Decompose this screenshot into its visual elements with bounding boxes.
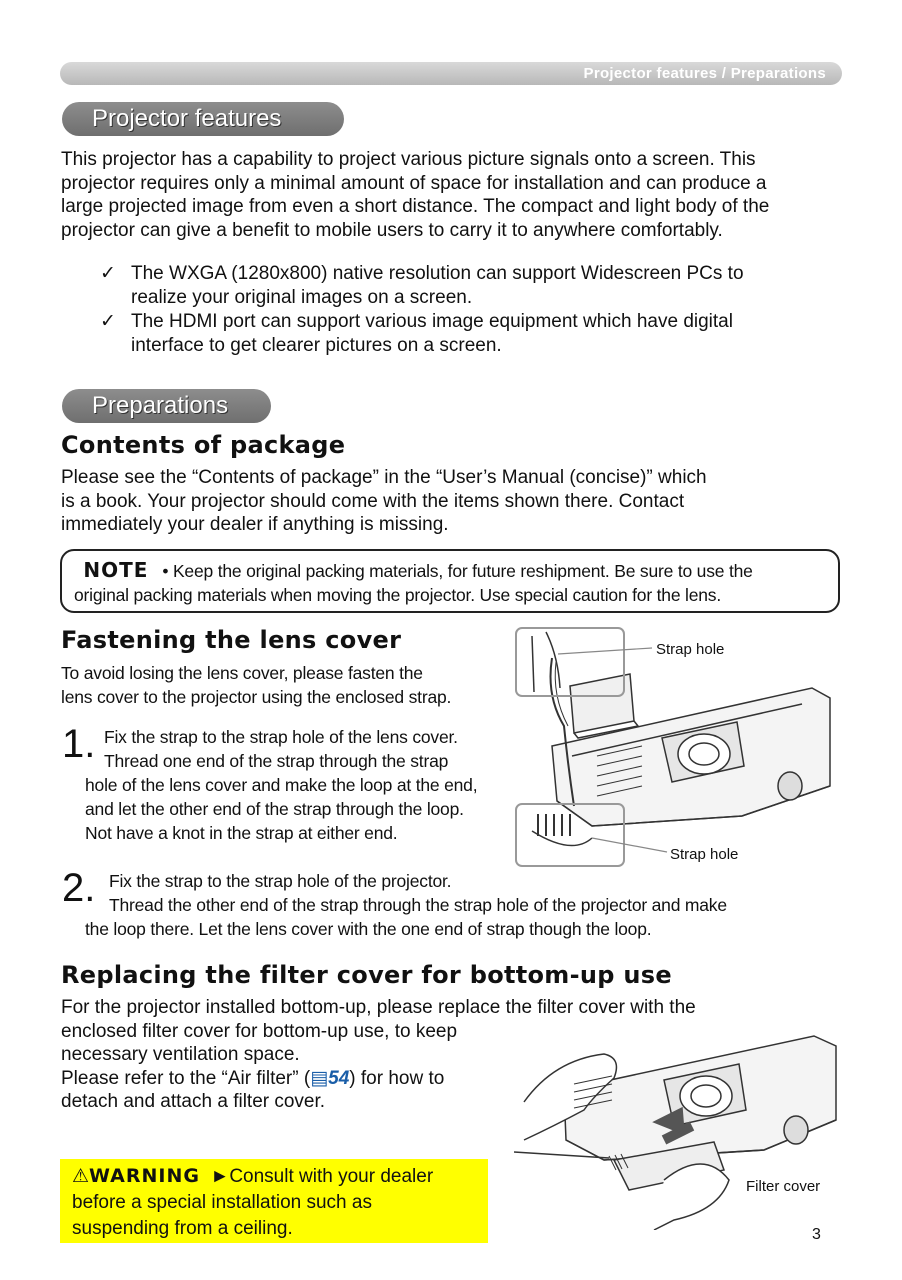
bullet-line: The HDMI port can support various image equipment which have digital	[131, 311, 733, 332]
contents-line: immediately your dealer if anything is missing.	[61, 514, 449, 535]
filter-line: For the projector installed bottom-up, please replace the filter cover with the	[61, 997, 696, 1018]
warning-icon: ⚠	[72, 1166, 90, 1187]
check-icon: ✓	[100, 263, 116, 284]
lens-heading: Fastening the lens cover	[61, 626, 402, 654]
warning-box	[60, 1159, 488, 1243]
page-number: 3	[812, 1226, 821, 1243]
warning-line: suspending from a ceiling.	[72, 1218, 293, 1239]
section-title-features: Projector features	[62, 102, 344, 136]
book-icon: ▤	[310, 1067, 329, 1089]
note-line: • Keep the original packing materials, for future reshipment. Be sure to use the	[162, 561, 753, 581]
feature-bullet	[100, 310, 840, 358]
step-number: 2.	[62, 866, 96, 910]
step-line: Thread one end of the strap through the strap	[104, 751, 449, 771]
lens-intro	[61, 661, 511, 709]
bullet-line: The WXGA (1280x800) native resolution can support Widescreen PCs to	[131, 263, 744, 284]
step-line: Not have a knot in the strap at either end.	[85, 823, 398, 843]
contents-text	[61, 466, 851, 537]
contents-heading: Contents of package	[61, 431, 346, 459]
step-line: Fix the strap to the strap hole of the lens cover.	[104, 727, 458, 747]
step-line: and let the other end of the strap through the loop.	[85, 799, 464, 819]
warning-line: Consult with your dealer	[229, 1166, 434, 1187]
step-line: the loop there. Let the lens cover with the one end of strap though the loop.	[85, 919, 652, 939]
contents-line: Please see the “Contents of package” in the “User’s Manual (concise)” which	[61, 467, 707, 488]
note-label: NOTE	[83, 558, 149, 582]
section-title-preparations: Preparations	[62, 389, 271, 423]
bullet-line: interface to get clearer pictures on a screen.	[131, 334, 502, 356]
step-line: Thread the other end of the strap through the strap hole of the projector and make	[109, 895, 727, 915]
lens-intro-line: lens cover to the projector using the enclosed strap.	[61, 687, 452, 707]
filter-line: detach and attach a filter cover.	[61, 1091, 326, 1112]
bullet-line: realize your original images on a screen.	[131, 286, 473, 308]
step-line: hole of the lens cover and make the loop at the end,	[85, 775, 478, 795]
step-line: Fix the strap to the strap hole of the projector.	[109, 871, 452, 891]
lens-cover-figure	[512, 626, 842, 870]
breadcrumb: Projector features / Preparations	[583, 65, 826, 82]
filter-line: enclosed filter cover for bottom-up use, to keep	[61, 1020, 458, 1042]
note-box	[60, 549, 840, 613]
step1-text	[85, 725, 515, 845]
step2-text	[85, 869, 845, 941]
contents-line: is a book. Your projector should come with the items shown there. Contact	[61, 490, 685, 512]
figure-label-strap-top: Strap hole	[656, 641, 725, 658]
ref-text: ) for how to	[349, 1067, 445, 1089]
check-icon: ✓	[100, 311, 116, 332]
filter-heading: Replacing the filter cover for bottom-up use	[61, 961, 672, 989]
header-bar	[60, 62, 842, 85]
intro-line: projector requires only a minimal amount of space for installation and can produce a	[61, 172, 767, 194]
filter-cover-figure	[514, 1030, 842, 1230]
step-number: 1.	[62, 722, 96, 766]
filter-line: necessary ventilation space.	[61, 1044, 300, 1065]
ref-text: Please refer to the “Air filter” (	[61, 1067, 311, 1089]
lens-intro-line: To avoid losing the lens cover, please fasten the	[61, 663, 423, 683]
feature-bullet	[100, 262, 840, 310]
warning-line: before a special installation such as	[72, 1192, 372, 1213]
figure-label-filter: Filter cover	[746, 1178, 821, 1195]
intro-line: This projector has a capability to project various picture signals onto a screen. This	[61, 149, 756, 170]
pointer-icon: ►	[210, 1166, 230, 1187]
warning-label: WARNING	[89, 1165, 200, 1187]
figure-label-strap-bottom: Strap hole	[670, 846, 739, 863]
intro-line: large projected image from even a short distance. The compact and light body of the	[61, 196, 770, 217]
intro-line: projector can give a benefit to mobile users to carry it to anywhere comfortably.	[61, 219, 723, 241]
features-intro	[61, 148, 851, 242]
note-line: original packing materials when moving the projector. Use special caution for the lens.	[74, 585, 721, 605]
ref-page-link[interactable]: 54	[328, 1067, 350, 1089]
